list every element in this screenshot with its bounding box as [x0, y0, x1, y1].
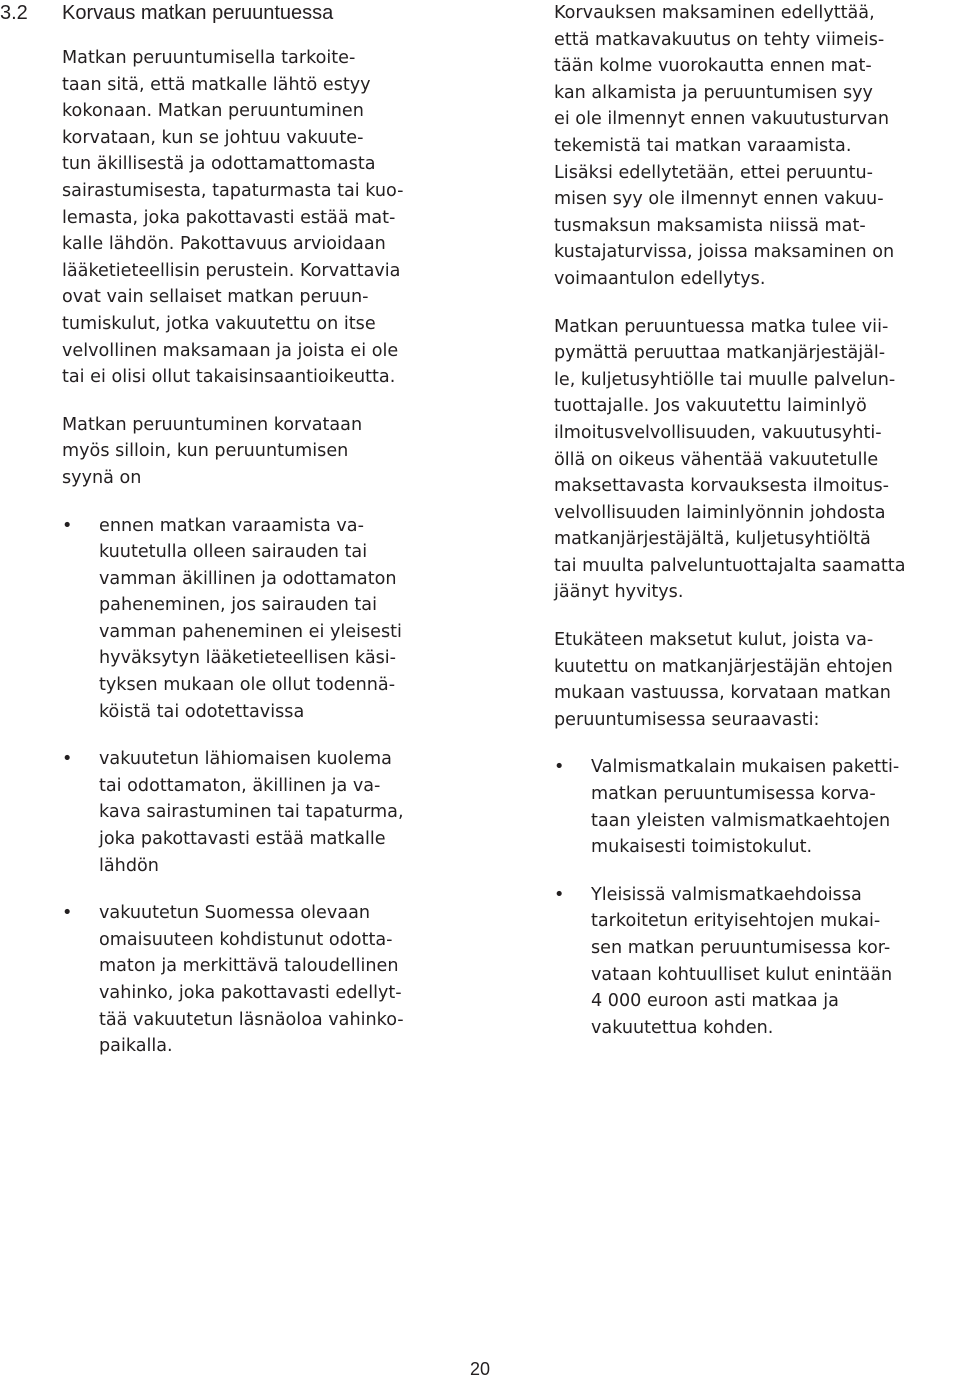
bullet-item	[62, 746, 462, 879]
text-line: voimaantulon edellytys.	[554, 268, 766, 289]
bullet-icon: •	[62, 515, 73, 536]
text-line: le, kuljetusyhtiölle tai muulle palvelun-	[554, 369, 896, 390]
text-line: tusmaksun maksamista niissä mat-	[554, 215, 866, 236]
section-title: Korvaus matkan peruuntuessa	[62, 2, 334, 24]
text-line: köistä tai odotettavissa	[99, 701, 305, 722]
text-line: omaisuuteen kohdistunut odotta-	[99, 929, 393, 950]
text-line: Matkan peruuntumisella tarkoite-	[62, 48, 356, 68]
text-line: vamman äkillinen ja odottamaton	[99, 568, 397, 589]
bullet-item	[554, 754, 960, 860]
text-line: vakuutetun Suomessa olevaan	[99, 903, 371, 924]
text-line: matkan peruuntumisessa korva-	[591, 784, 876, 805]
text-line: vakuutettua kohden.	[591, 1017, 774, 1038]
text-line: ennen matkan varaamista va-	[99, 515, 364, 536]
text-line: paheneminen, jos sairauden tai	[99, 595, 377, 616]
text-line: korvataan, kun se johtuu vakuute-	[62, 127, 364, 148]
text-line: taan yleisten valmismatkaehtojen	[591, 810, 891, 831]
text-line: misen syy ole ilmennyt ennen vakuu-	[554, 189, 884, 210]
text-line: hyväksytyn lääketieteellisen käsi-	[99, 648, 397, 669]
bullet-icon: •	[62, 749, 73, 770]
paragraph	[554, 627, 960, 733]
text-line: jäänyt hyvitys.	[554, 582, 684, 603]
text-line: pymättä peruuttaa matkanjärjestäjäl-	[554, 343, 886, 364]
text-line: myös silloin, kun peruuntumisen	[62, 441, 349, 462]
bullet-item	[62, 900, 462, 1060]
text-line: kava sairastuminen tai tapaturma,	[99, 802, 404, 823]
text-line: tekemistä tai matkan varaamista.	[554, 135, 852, 156]
text-line: kustajaturvissa, joissa maksaminen on	[554, 242, 895, 263]
paragraph	[62, 412, 462, 492]
bullet-item	[554, 882, 960, 1042]
bullet-list	[554, 754, 960, 1041]
text-line: ovat vain sellaiset matkan peruun-	[62, 287, 369, 308]
bullet-item	[62, 513, 462, 726]
text-line: tai odottamaton, äkillinen ja va-	[99, 775, 381, 796]
text-line: kalle lähdön. Pakottavuus arvioidaan	[62, 234, 386, 255]
text-line: Valmismatkalain mukaisen paketti-	[591, 757, 900, 778]
text-line: lähdön	[99, 855, 159, 876]
paragraph	[554, 0, 960, 293]
text-line: Matkan peruuntuessa matka tulee vii-	[554, 316, 889, 337]
text-line: että matkavakuutus on tehty viimeis-	[554, 29, 885, 50]
text-line: sairastumisesta, tapaturmasta tai kuo-	[62, 180, 404, 201]
text-line: mukaan vastuussa, korvataan matkan	[554, 683, 891, 704]
text-line: maksettavasta korvauksesta ilmoitus-	[554, 476, 889, 497]
text-line: ei ole ilmennyt ennen vakuutusturvan	[554, 109, 889, 130]
text-line: vahinko, joka pakottavasti edellyt-	[99, 983, 402, 1003]
paragraph	[554, 314, 960, 607]
text-line: tai ei olisi ollut takaisinsaantioikeutta.	[62, 367, 396, 388]
text-line: lemasta, joka pakottavasti estää mat-	[62, 207, 396, 228]
text-line: joka pakottavasti estää matkalle	[99, 829, 386, 850]
section-number: 3.2	[0, 2, 28, 24]
bullet-icon: •	[554, 757, 565, 778]
text-line: syynä on	[62, 467, 142, 488]
text-line: velvollinen maksamaan ja joista ei ole	[62, 340, 399, 361]
text-line: peruuntumisessa seuraavasti:	[554, 709, 820, 730]
text-line: Korvauksen maksaminen edellyttää,	[554, 3, 875, 23]
bullet-list	[62, 513, 462, 1060]
text-line: tun äkillisestä ja odottamattomasta	[62, 154, 376, 175]
text-line: maton ja merkittävä taloudellinen	[99, 956, 399, 977]
text-line: tään kolme vuorokautta ennen mat-	[554, 56, 872, 77]
bullet-icon: •	[554, 884, 565, 905]
text-line: Yleisissä valmismatkaehdoissa	[591, 884, 862, 905]
text-line: tää vakuutetun läsnäoloa vahinko-	[99, 1009, 404, 1030]
text-line: tai muulta palveluntuottajalta saamatta	[554, 555, 906, 576]
text-line: Lisäksi edellytetään, ettei peruuntu-	[554, 162, 873, 183]
text-line: kuutetulla olleen sairauden tai	[99, 542, 368, 563]
text-line: tarkoitetun erityisehtojen mukai-	[591, 911, 881, 932]
text-line: kan alkamista ja peruuntumisen syy	[554, 82, 873, 103]
text-line: sen matkan peruuntumisessa kor-	[591, 938, 891, 958]
text-line: vakuutetun lähiomaisen kuolema	[99, 749, 392, 770]
text-line: tumiskulut, jotka vakuutettu on itse	[62, 313, 376, 334]
text-line: Etukäteen maksetut kulut, joista va-	[554, 630, 874, 651]
text-line: taan sitä, että matkalle lähtö estyy	[62, 74, 371, 95]
text-line: paikalla.	[99, 1036, 173, 1057]
text-line: öllä on oikeus vähentää vakuutetulle	[554, 449, 879, 470]
text-line: velvollisuuden laiminlyönnin johdosta	[554, 502, 886, 523]
text-line: ilmoitusvelvollisuuden, vakuutusyhti-	[554, 422, 882, 443]
text-line: kuutettu on matkanjärjestäjän ehtojen	[554, 656, 893, 677]
text-line: 4 000 euroon asti matkaa ja	[591, 991, 839, 1012]
text-line: lääketieteellisin perustein. Korvattavia	[62, 260, 401, 281]
bullet-icon: •	[62, 903, 73, 924]
text-line: tuottajalle. Jos vakuutettu laiminlyö	[554, 396, 867, 417]
text-line: tyksen mukaan ole ollut todennä-	[99, 675, 396, 696]
left-column	[62, 45, 462, 1081]
text-line: vataan kohtuulliset kulut enintään	[591, 964, 893, 985]
text-line: Matkan peruuntuminen korvataan	[62, 414, 363, 435]
text-line: kokonaan. Matkan peruuntuminen	[62, 101, 364, 122]
section-heading	[0, 0, 333, 26]
text-line: vamman paheneminen ei yleisesti	[99, 621, 402, 642]
text-line: matkanjärjestäjältä, kuljetusyhtiöltä	[554, 529, 871, 550]
right-column	[554, 0, 960, 1062]
text-line: mukaisesti toimistokulut.	[591, 837, 813, 858]
page-number: 20	[469, 1359, 491, 1379]
paragraph	[62, 45, 462, 391]
